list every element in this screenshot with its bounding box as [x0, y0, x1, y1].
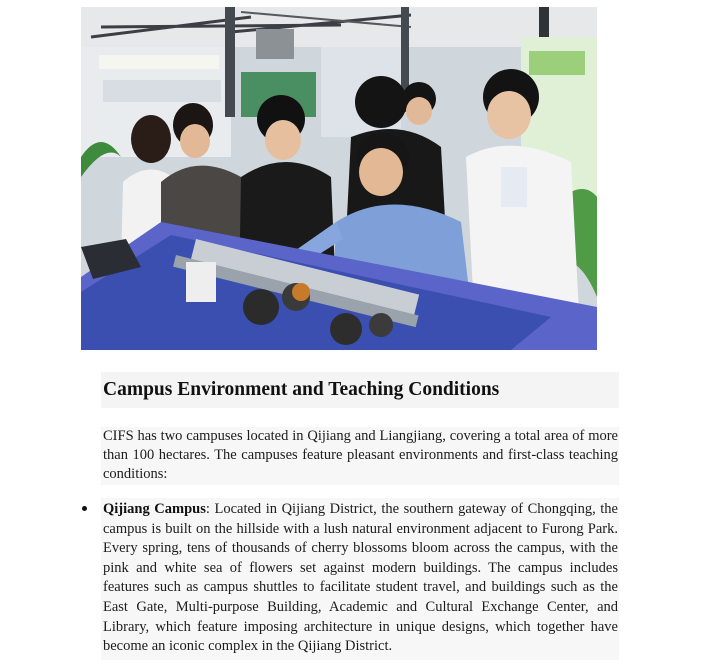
exhibition-photo [81, 7, 597, 350]
bullet-term: Qijiang Campus [103, 501, 206, 517]
section-heading: Campus Environment and Teaching Conditions [103, 379, 500, 400]
bullet-text: : Located in Qijiang District, the southern gateway of Chongqing, the campus is built on the hillside with a lush natural environment adjacent to Furong Park. Every spring, tens of thousands of cherry blossoms bloom across the campus, with the pink and white sea of flowers set against modern buildings. The campus includes features such as campus shuttles to facilitate student travel, and buildings such as the East Gate, Multi-purpose Building, Academic and Cultural Exchange Center, and Library, which feature imposing architecture in unique designs, which together have become an iconic complex in the Qijiang District. [103, 501, 618, 655]
bullet-dot-icon [82, 506, 87, 511]
exhibition-photo-drawing [81, 7, 597, 350]
intro-paragraph: CIFS has two campuses located in Qijiang and Liangjiang, covering a total area of more than 100 hectares. The campuses feature pleasant environments and first-class teaching conditions: [103, 428, 618, 483]
bullet-item-qijiang [103, 500, 618, 657]
